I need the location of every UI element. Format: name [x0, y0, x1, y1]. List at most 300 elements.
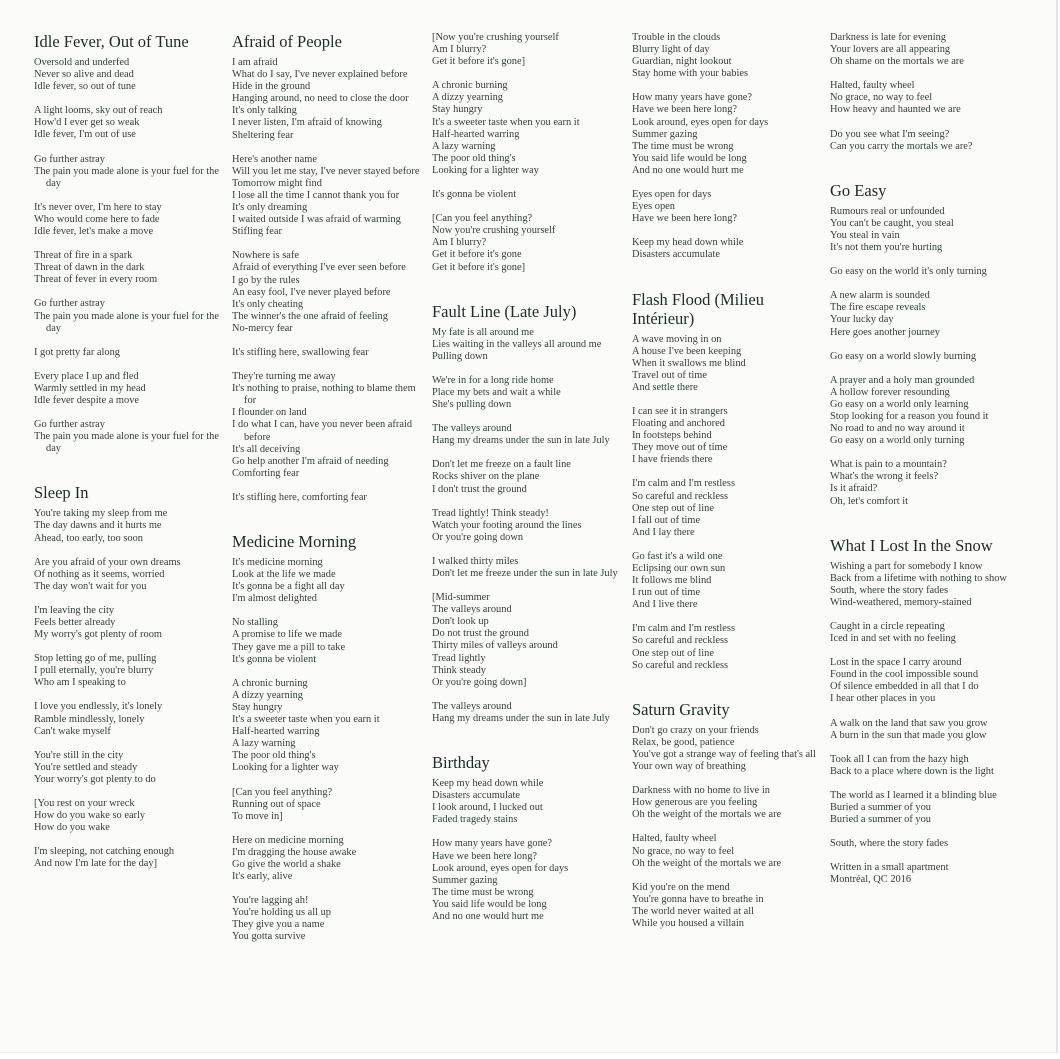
song — [34, 32, 224, 455]
lyric-line: In footsteps behind — [632, 430, 712, 442]
stanza — [632, 32, 822, 80]
stanza — [432, 778, 622, 826]
lyric-line: No-mercy fear — [232, 322, 293, 334]
stanza — [34, 347, 224, 359]
writing-note — [830, 862, 1020, 886]
lyric-line: A promise to life we made — [232, 629, 342, 641]
lyric-line: You've got a strange way of feeling that's all — [632, 748, 816, 760]
lyric-line: Get it before it's gone] — [432, 56, 526, 68]
lyric-line: Disasters accumulate — [432, 790, 520, 802]
song-title: Medicine Morning — [232, 532, 357, 551]
stanza — [632, 189, 822, 225]
stanza — [830, 790, 1020, 826]
stanza — [432, 327, 622, 363]
stanza — [830, 266, 1020, 278]
song — [34, 483, 224, 870]
song — [432, 302, 622, 725]
lyric-line: No stalling — [232, 617, 278, 629]
stanza — [232, 787, 422, 823]
lyric-line: What is pain to a mountain? — [830, 459, 947, 471]
lyric-line: Oh the weight of the mortals we are — [632, 857, 782, 869]
lyric-line: A lazy warning — [232, 738, 296, 750]
lyric-line: I flounder on land — [232, 407, 307, 419]
lyric-line: Kid you're on the mend — [632, 881, 730, 893]
lyric-line: Idle fever despite a move — [34, 394, 140, 406]
stanza — [830, 32, 1020, 68]
lyric-line: Your own way of breathing — [632, 761, 746, 773]
lyric-line: Lies waiting in the valleys all around me — [432, 338, 602, 350]
lyric-line: Of silence embedded in all that I do — [830, 681, 979, 693]
lyric-line: Can you carry the mortals we are? — [830, 140, 973, 152]
stanza — [830, 561, 1020, 609]
lyric-line: Relax, be good, patience — [632, 736, 735, 748]
lyric-line: My worry's got plenty of room — [34, 629, 162, 641]
stanza — [830, 621, 1020, 645]
stanza — [232, 617, 422, 665]
lyrics-column — [34, 32, 224, 883]
lyric-line: Go easy on the world it's only turning — [830, 266, 987, 278]
song — [232, 532, 422, 944]
lyric-line: No grace, no way to feel — [632, 845, 735, 857]
lyric-line: You gotta survive — [232, 931, 306, 943]
lyric-line: A walk on the land that saw you grow — [830, 717, 988, 729]
lyric-line: Threat of fever in every room — [34, 274, 158, 286]
lyric-line: A light looms, sky out of reach — [34, 105, 163, 117]
stanza — [632, 551, 822, 611]
lyric-line: The pain you made alone is your fuel for the day — [34, 165, 219, 189]
song — [632, 700, 822, 930]
lyric-line: Have we been here long? — [432, 850, 538, 862]
lyric-line: I love you endlessly, it's lonely — [34, 701, 163, 713]
lyric-line: Wind-weathered, memory-stained — [830, 596, 972, 608]
song-title: Idle Fever, Out of Tune — [34, 32, 189, 51]
lyric-line: Afraid of everything I've ever seen before — [232, 262, 406, 274]
lyric-line: Summer gazing — [632, 128, 698, 140]
lyric-line: The winner's the one afraid of feeling — [232, 310, 388, 322]
stanza — [830, 657, 1020, 705]
lyric-line: Don't look up — [432, 616, 489, 628]
lyric-line: You're still in the city — [34, 749, 124, 761]
lyric-line: They're turning me away — [232, 371, 336, 383]
lyric-line: Who would come here to fade — [34, 213, 160, 225]
lyric-line: Warmly settled in my head — [34, 382, 146, 394]
lyric-line: Found in the cool impossible sound — [830, 669, 979, 681]
lyric-line: A prayer and a holy man grounded — [830, 374, 975, 386]
lyric-line: Idle fever, so out of tune — [34, 81, 136, 93]
lyric-line: You steal in vain — [830, 229, 900, 241]
note-line: Montréal, QC 2016 — [830, 874, 912, 886]
lyric-line: To move in] — [232, 810, 283, 822]
lyric-line: Hang my dreams under the sun in late July — [432, 712, 610, 724]
lyric-line: I hear other places in you — [830, 693, 936, 705]
note-line: Written in a small apartment — [830, 862, 949, 874]
lyric-line: Threat of fire in a spark — [34, 250, 133, 262]
lyric-line: Your worry's got plenty to do — [34, 773, 156, 785]
stanza — [34, 605, 224, 641]
lyric-line: Darkness with no home to live in — [632, 785, 770, 797]
lyric-line: Blurry light of day — [632, 44, 710, 56]
lyric-line: Look at the life we made — [232, 569, 336, 581]
lyric-line: They move out of time — [632, 442, 728, 454]
lyric-line: How many years have gone? — [632, 92, 753, 104]
lyric-line: Halted, faulty wheel — [632, 833, 717, 845]
stanza — [830, 754, 1020, 778]
lyric-line: Comforting fear — [232, 467, 300, 479]
lyric-line: It's gonna be violent — [432, 189, 517, 201]
lyric-line: Have we been here long? — [632, 213, 738, 225]
lyric-line: It's not them you're hurting — [830, 242, 943, 254]
lyric-line: Travel out of time — [632, 369, 707, 381]
lyric-line: Thirty miles of valleys around — [432, 640, 558, 652]
stanza — [34, 653, 224, 689]
stanza — [830, 375, 1020, 448]
lyric-line: Stifling fear — [232, 226, 282, 238]
lyric-line: Threat of dawn in the dark — [34, 262, 145, 274]
song-title: Saturn Gravity — [632, 699, 730, 719]
lyric-line: I'm sleeping, not catching enough — [34, 846, 175, 858]
lyric-line: We're in for a long ride home — [432, 374, 554, 386]
lyric-line: I do what I can, have you never been afraid before — [232, 419, 413, 443]
lyric-line: I run out of time — [632, 587, 701, 599]
lyric-line: Tomorrow might find — [232, 177, 322, 189]
lyric-line: Darkness is late for evening — [830, 32, 946, 43]
lyric-line: Go further astray — [34, 419, 105, 431]
stanza — [632, 406, 822, 466]
lyric-line: Buried a summer of you — [830, 802, 931, 814]
stanza — [632, 92, 822, 177]
lyric-line: I'm almost delighted — [232, 593, 317, 605]
lyric-line: Disasters accumulate — [632, 249, 720, 261]
lyric-line: Half-hearted warring — [232, 726, 320, 738]
lyric-line: Go help another I'm afraid of needing — [232, 455, 389, 467]
lyric-line: It's medicine morning — [232, 557, 323, 568]
lyric-line: The time must be wrong — [632, 140, 734, 152]
stanza — [34, 557, 224, 593]
lyric-line: Go further astray — [34, 153, 105, 165]
lyric-line: A house I've been keeping — [632, 345, 742, 357]
lyric-line: Look around, eyes open for days — [632, 116, 769, 128]
lyric-line: The poor old thing's — [432, 152, 516, 164]
stanza — [632, 785, 822, 821]
lyric-line: Or you're going down] — [432, 676, 527, 688]
song — [830, 536, 1020, 851]
lyric-line: Nowhere is safe — [232, 250, 299, 262]
lyric-line: You're holding us all up — [232, 907, 331, 919]
lyric-line: Stay home with your babies — [632, 68, 749, 80]
lyric-line: I look around, I lucked out — [432, 802, 543, 814]
lyric-line: I lose all the time I cannot thank you for — [232, 189, 400, 201]
stanza — [432, 32, 622, 68]
lyric-line: I never listen, I'm afraid of knowing — [232, 117, 382, 129]
stanza — [432, 508, 622, 544]
lyric-line: Can't wake myself — [34, 725, 111, 737]
stanza — [34, 798, 224, 834]
lyric-line: I pull eternally, you're blurry — [34, 665, 154, 677]
stanza — [432, 189, 622, 201]
stanza — [432, 701, 622, 725]
lyric-line: Hanging around, no need to close the door — [232, 93, 409, 105]
lyric-line: Ramble mindlessly, lonely — [34, 713, 145, 725]
lyric-line: Keep my head down while — [632, 237, 744, 249]
lyric-line: Tread lightly — [432, 652, 486, 664]
stanza — [232, 895, 422, 943]
lyric-line: Eyes open — [632, 201, 675, 213]
stanza — [34, 701, 224, 737]
lyric-line: It's only talking — [232, 105, 297, 117]
lyric-line: Guardian, night lookout — [632, 56, 732, 68]
lyric-line: Rumours real or unfounded — [830, 205, 945, 217]
lyric-line: Go give the world a shake — [232, 858, 341, 870]
lyric-line: How'd I ever get so weak — [34, 117, 140, 129]
lyric-line: Caught in a circle repeating — [830, 621, 945, 632]
lyric-line: And now I'm late for the day] — [34, 858, 158, 870]
stanza — [232, 250, 422, 335]
lyric-line: Am I blurry? — [432, 237, 487, 249]
lyric-line: A chronic burning — [432, 80, 508, 92]
lyric-line: How do you wake — [34, 822, 110, 834]
lyric-line: Iced in and set with no feeling — [830, 633, 956, 645]
lyric-line: Summer gazing — [432, 874, 498, 886]
lyric-line: Don't let me freeze under the sun in late July — [432, 568, 618, 579]
lyric-line: Here goes another journey — [830, 326, 940, 338]
stanza — [432, 556, 622, 580]
lyric-line: Eyes open for days — [632, 189, 712, 201]
lyric-line: Go easy on a world only turning — [830, 435, 965, 447]
lyric-line: You're taking my sleep from me — [34, 508, 168, 520]
lyric-line: Go easy on a world only learning — [830, 398, 969, 410]
lyric-line: It's a sweeter taste when you earn it — [432, 116, 580, 128]
lyric-line: My fate is all around me — [432, 326, 534, 338]
lyric-line: Oh shame on the mortals we are — [830, 56, 964, 68]
song — [232, 32, 422, 504]
lyric-line: It's stifling here, swallowing fear — [232, 346, 369, 358]
stanza — [432, 213, 622, 273]
lyric-line: I fall out of time — [632, 514, 701, 526]
stanza — [830, 290, 1020, 338]
lyric-line: No road to and no way around it — [830, 423, 965, 435]
lyric-line: Or you're going down — [432, 531, 524, 543]
lyric-line: Now you're crushing yourself — [432, 225, 556, 237]
lyric-line: Do you see what I'm seeing? — [830, 128, 950, 140]
lyric-line: When it swallows me blind — [632, 357, 746, 369]
lyric-line: Sheltering fear — [232, 129, 294, 141]
lyric-line: Oh the weight of the mortals we are — [632, 809, 782, 821]
lyric-line: How generous are you feeling — [632, 797, 758, 809]
stanza — [432, 459, 622, 495]
lyric-line: You said life would be long — [632, 152, 747, 164]
lyric-line: Buried a summer of you — [830, 814, 931, 826]
lyric-line: A lazy warning — [432, 140, 496, 152]
stanza — [830, 838, 1020, 850]
lyric-line: It's a sweeter taste when you earn it — [232, 714, 380, 726]
lyric-line: Eclipsing our own sun — [632, 563, 726, 574]
lyric-line: Trouble in the clouds — [632, 32, 721, 43]
lyric-line: Go further astray — [34, 298, 105, 310]
lyric-line: Never so alive and dead — [34, 69, 134, 81]
stanza — [34, 750, 224, 786]
lyric-line: It's only cheating — [232, 298, 304, 310]
lyric-line: Wishing a part for somebody I know — [830, 560, 983, 572]
stanza — [632, 623, 822, 671]
stanza — [632, 478, 822, 538]
lyric-line: And I live there — [632, 599, 698, 611]
lyric-line: I walked thirty miles — [432, 555, 519, 567]
song-title: Fault Line (Late July) — [432, 301, 577, 321]
lyric-line: The day dawns and it hurts me — [34, 520, 162, 532]
song — [432, 753, 622, 923]
lyric-line: The valleys around — [432, 700, 512, 712]
lyric-line: It's stifling here, comforting fear — [232, 491, 367, 503]
lyric-line: It's early, alive — [232, 871, 293, 883]
lyric-line: Back from a lifetime with nothing to show — [830, 572, 1007, 584]
lyric-line: They gave me a pill to take — [232, 641, 346, 653]
lyrics-column — [232, 32, 422, 956]
stanza — [34, 846, 224, 870]
stanza — [232, 678, 422, 775]
stanza — [432, 375, 622, 411]
lyric-line: I am afraid — [232, 57, 278, 68]
song — [632, 290, 822, 672]
lyric-line: How many years have gone? — [432, 838, 553, 850]
lyric-line: Running out of space — [232, 798, 321, 810]
lyric-line: The fire escape reveals — [830, 302, 926, 314]
lyric-line: A dizzy yearning — [432, 92, 503, 104]
stanza — [34, 57, 224, 93]
lyric-line: Here's another name — [232, 153, 317, 165]
song-title: Sleep In — [34, 483, 89, 503]
lyric-line: The valleys around — [432, 604, 512, 616]
lyric-line: What do I say, I've never explained before — [232, 69, 408, 81]
song-title: Go Easy — [830, 180, 887, 200]
song-title: Flash Flood (Milieu Intérieur) — [632, 289, 765, 328]
lyric-line: It's nothing to praise, nothing to blame them for — [232, 383, 416, 407]
song — [632, 32, 822, 262]
stanza — [432, 838, 622, 923]
lyric-line: Your lucky day — [830, 314, 894, 326]
lyric-line: Half-hearted warring — [432, 128, 520, 140]
lyric-line: It's gonna be a fight all day — [232, 581, 345, 593]
stanza — [232, 347, 422, 359]
stanza — [34, 154, 224, 190]
lyric-line: An easy fool, I've never played before — [232, 286, 391, 298]
lyric-line: Stop looking for a reason you found it — [830, 410, 989, 422]
stanza — [632, 882, 822, 930]
stanza — [632, 237, 822, 261]
lyric-line: [You rest on your wreck — [34, 798, 135, 810]
lyric-line: I got pretty far along — [34, 346, 120, 358]
stanza — [232, 557, 422, 605]
song-title: Afraid of People — [232, 32, 342, 51]
stanza — [232, 835, 422, 883]
stanza — [34, 202, 224, 238]
lyric-line: Looking for a lighter way — [232, 762, 339, 774]
lyric-line: I go by the rules — [232, 274, 300, 286]
lyric-line: It's only dreaming — [232, 202, 308, 214]
lyric-line: Is it afraid? — [830, 483, 878, 495]
lyric-line: How do you wake so early — [34, 810, 146, 822]
lyric-line: Get it before it's gone — [432, 249, 522, 261]
lyric-line: The pain you made alone is your fuel for the day — [34, 310, 219, 334]
lyric-line: A hollow forever resounding — [830, 386, 950, 398]
stanza — [34, 298, 224, 334]
lyric-line: You're lagging ah! — [232, 895, 309, 907]
stanza — [432, 80, 622, 177]
lyric-line: The poor old thing's — [232, 750, 316, 762]
lyric-line: Took all I can from the hazy high — [830, 753, 969, 765]
lyric-line: [Can you feel anything? — [432, 213, 533, 225]
lyric-line: Place my bets and wait a while — [432, 386, 561, 398]
lyric-line: Halted, faulty wheel — [830, 80, 915, 92]
lyric-line: It follows me blind — [632, 575, 712, 587]
song — [830, 181, 1020, 508]
lyrics-column — [432, 32, 622, 935]
song-title: Birthday — [432, 753, 490, 773]
lyric-line: You're settled and steady — [34, 761, 138, 773]
lyrics-column — [830, 32, 1020, 887]
lyric-line: I'm calm and I'm restless — [632, 478, 736, 490]
stanza — [34, 419, 224, 455]
lyric-line: So careful and reckless — [632, 490, 729, 502]
lyric-line: Go easy on a world slowly burning — [830, 350, 977, 362]
lyric-line: I'm calm and I'm restless — [632, 623, 736, 635]
lyric-line: Feels better already — [34, 617, 116, 628]
stanza — [232, 371, 422, 480]
lyric-line: You can't be caught, you steal — [830, 217, 954, 229]
lyric-line: Pulling down — [432, 350, 488, 362]
lyric-line: I waited outside I was afraid of warming — [232, 214, 401, 226]
lyric-line: One step out of line — [632, 502, 714, 514]
lyric-line: Go fast it's a wild one — [632, 550, 723, 562]
lyric-line: Will you let me stay, I've never stayed before — [232, 165, 420, 177]
lyric-line: Oversold and underfed — [34, 57, 130, 68]
lyric-line: Keep my head down while — [432, 778, 544, 790]
lyrics-column — [632, 32, 822, 942]
lyric-line: Rocks shiver on the plane — [432, 471, 540, 483]
lyric-line: Don't let me freeze on a fault line — [432, 459, 571, 471]
lyric-line: Faded tragedy stains — [432, 814, 518, 826]
lyric-line: One step out of line — [632, 647, 714, 659]
stanza — [232, 492, 422, 504]
lyric-line: Lost in the space I carry around — [830, 657, 962, 669]
lyric-line: Ahead, too early, too soon — [34, 532, 143, 544]
lyric-line: Of nothing as it seems, worried — [34, 568, 165, 580]
stanza — [830, 459, 1020, 507]
lyric-line: And I lay there — [632, 526, 695, 538]
stanza — [830, 351, 1020, 363]
lyric-line: You said life would be long — [432, 898, 547, 910]
lyric-line: A wave moving in on — [632, 333, 722, 345]
lyric-line: You're gonna have to breathe in — [632, 893, 764, 905]
lyric-line: South, where the story fades — [830, 584, 949, 596]
lyric-line: It's all deceiving — [232, 443, 301, 455]
stanza — [830, 206, 1020, 254]
stanza — [432, 592, 622, 689]
stanza — [232, 57, 422, 142]
lyric-line: Stop letting go of me, pulling — [34, 653, 157, 665]
lyric-line: Have we been here long? — [632, 104, 738, 116]
lyric-line: Don't go crazy on your friends — [632, 724, 759, 736]
lyric-line: No grace, no way to feel — [830, 92, 933, 104]
stanza — [830, 129, 1020, 153]
lyric-line: A dizzy yearning — [232, 689, 303, 701]
lyric-line: Get it before it's gone] — [432, 261, 526, 273]
stanza — [432, 423, 622, 447]
lyric-line: Here on medicine morning — [232, 834, 344, 846]
lyric-line: Tread lightly! Think steady! — [432, 507, 549, 519]
song — [432, 32, 622, 274]
lyric-line: The world as I learned it a blinding blue — [830, 789, 997, 801]
lyric-line: [Now you're crushing yourself — [432, 32, 559, 43]
